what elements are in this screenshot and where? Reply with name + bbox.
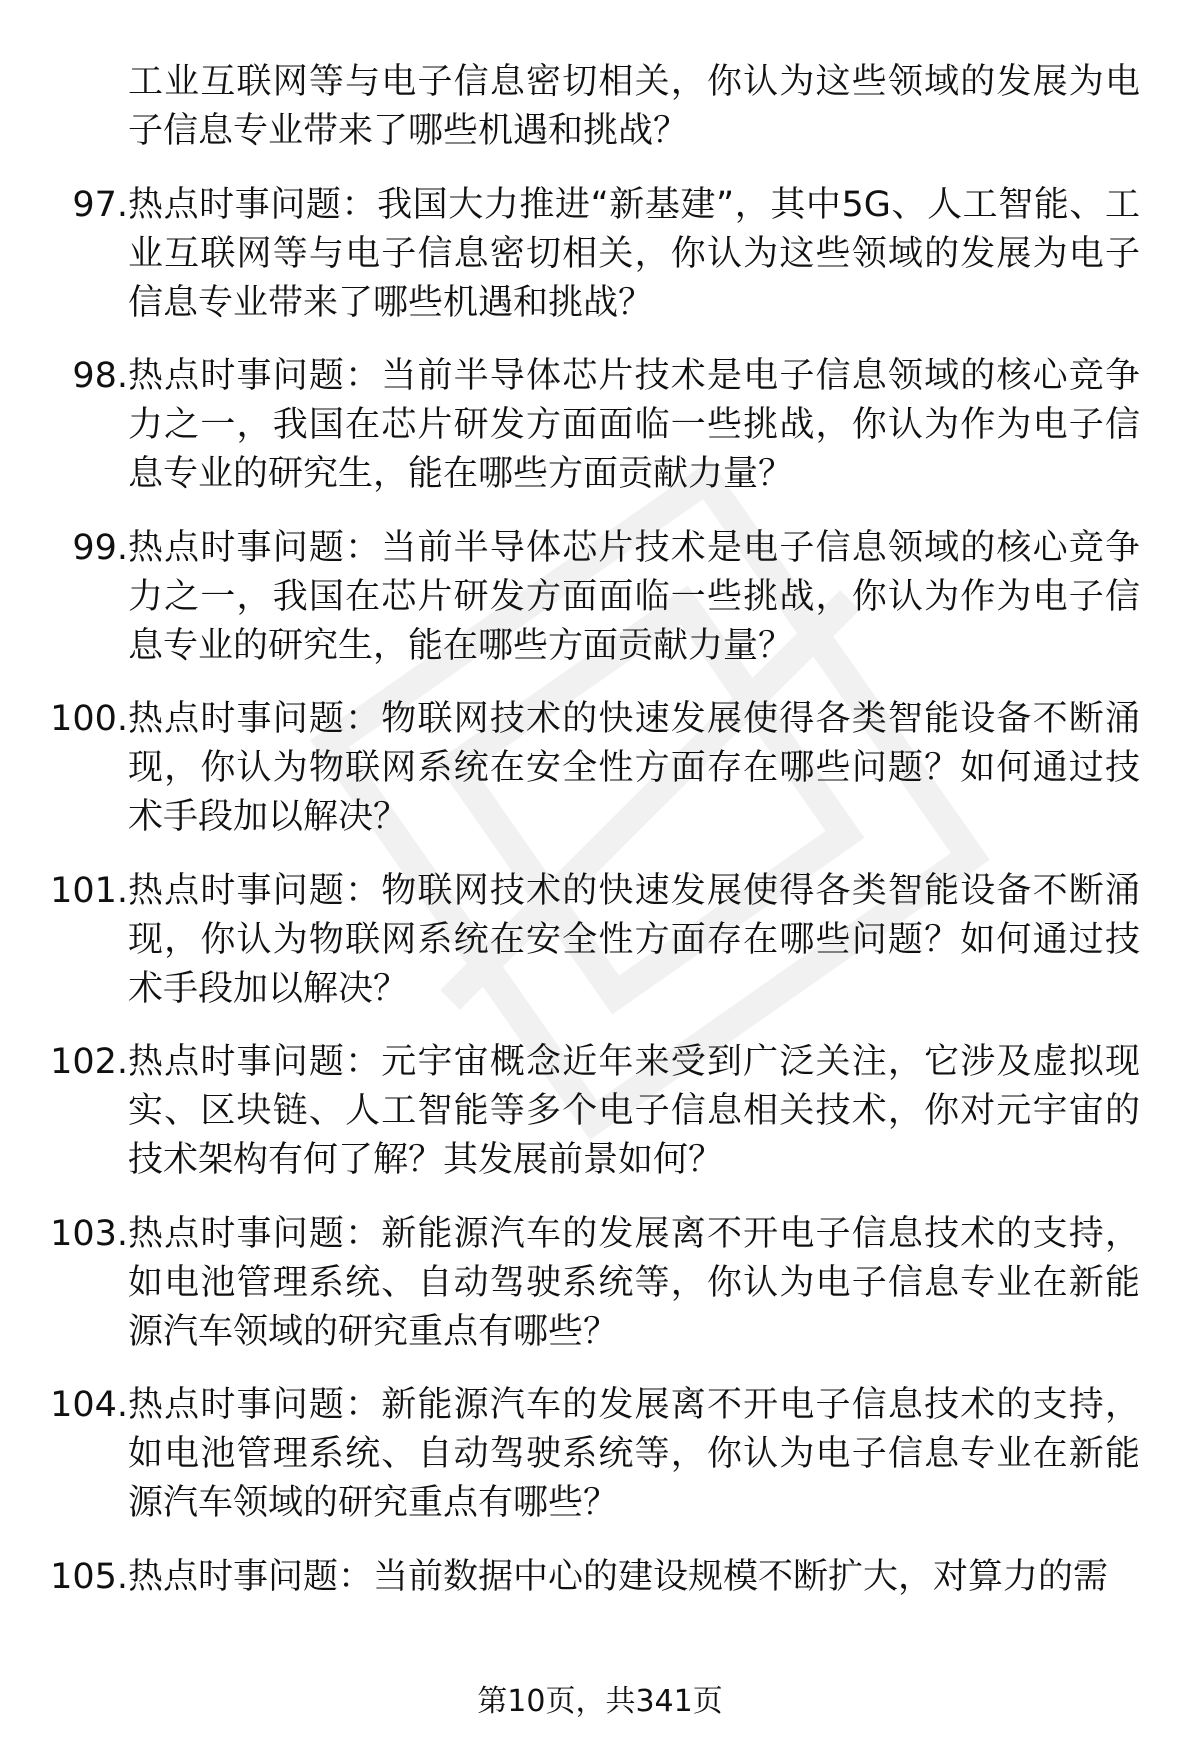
list-item (0, 524, 1200, 671)
item-text: 热点时事问题：我国大力推进“新基建”，其中5G、人工智能、工业互联网等与电子信息密切相关，你认为这些领域的发展为电子信息专业带来了哪些机遇和挑战？ (128, 184, 1140, 323)
list-item (0, 181, 1200, 328)
item-number: 98. (72, 356, 128, 396)
list-item (0, 1381, 1200, 1528)
item-text: 热点时事问题：物联网技术的快速发展使得各类智能设备不断涌现，你认为物联网系统在安全性方面存在哪些问题？如何通过技术手段加以解决？ (128, 699, 1140, 837)
item-text: 热点时事问题：物联网技术的快速发展使得各类智能设备不断涌现，你认为物联网系统在安全性方面存在哪些问题？如何通过技术手段加以解决？ (128, 870, 1140, 1009)
item-text: 热点时事问题：新能源汽车的发展离不开电子信息技术的支持，如电池管理系统、自动驾驶系统等，你认为电子信息专业在新能源汽车领域的研究重点有哪些？ (128, 1213, 1140, 1352)
list-item (0, 1038, 1200, 1185)
item-number: 101. (50, 870, 128, 911)
item-text: 热点时事问题：当前半导体芯片技术是电子信息领域的核心竞争力之一，我国在芯片研发方面面临一些挑战，你认为作为电子信息专业的研究生，能在哪些方面贡献力量？ (128, 527, 1140, 666)
list-item (0, 1210, 1200, 1357)
item-number: 104. (50, 1385, 128, 1425)
list-item (0, 867, 1200, 1014)
page-footer: 第10页，共341页 (477, 1684, 723, 1719)
item-text: 工业互联网等与电子信息密切相关，你认为这些领域的发展为电子信息专业带来了哪些机遇和挑战？ (128, 62, 1140, 151)
item-number: 99. (72, 527, 128, 568)
item-text: 热点时事问题：新能源汽车的发展离不开电子信息技术的支持，如电池管理系统、自动驾驶系统等，你认为电子信息专业在新能源汽车领域的研究重点有哪些？ (128, 1385, 1140, 1523)
item-text: 热点时事问题：当前数据中心的建设规模不断扩大，对算力的需 (128, 1556, 1109, 1597)
question-list (0, 58, 1200, 1626)
list-item (0, 695, 1200, 842)
item-text: 热点时事问题：元宇宙概念近年来受到广泛关注，它涉及虚拟现实、区块链、人工智能等多个电子信息相关技术，你对元宇宙的技术架构有何了解？其发展前景如何？ (128, 1042, 1140, 1180)
list-item (0, 1553, 1200, 1602)
list-item (0, 352, 1200, 499)
item-number: 105. (50, 1556, 128, 1597)
item-number: 102. (50, 1042, 128, 1082)
item-number: 97. (72, 184, 128, 225)
item-number: 103. (50, 1213, 128, 1254)
list-item (0, 58, 1200, 156)
item-text: 热点时事问题：当前半导体芯片技术是电子信息领域的核心竞争力之一，我国在芯片研发方面面临一些挑战，你认为作为电子信息专业的研究生，能在哪些方面贡献力量？ (128, 356, 1140, 494)
item-number: 100. (50, 699, 128, 739)
